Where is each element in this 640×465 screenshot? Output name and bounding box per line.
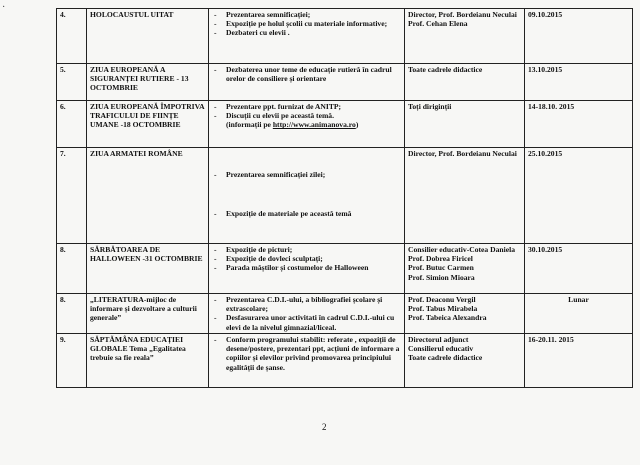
responsible-cell bbox=[405, 101, 525, 148]
activity-title: HOLOCAUSTUL UITAT bbox=[87, 9, 209, 64]
date-cell: 25.10.2015 bbox=[525, 148, 633, 244]
activity-title: ZIUA ARMATEI ROMÂNE bbox=[87, 148, 209, 244]
activity-title: ZIUA EUROPEANĂ A SIGURANȚEI RUTIERE - 13 OCTOMBRIE bbox=[87, 64, 209, 101]
responsible-cell bbox=[405, 9, 525, 64]
activity-list bbox=[209, 64, 405, 101]
activity-item: - Discuții cu elevii pe această temă. bbox=[226, 111, 401, 120]
activity-list bbox=[209, 294, 405, 334]
scan-margin-mark: · bbox=[2, 2, 6, 13]
row-number: 9. bbox=[57, 334, 87, 388]
table-row bbox=[57, 64, 633, 101]
date-cell: 09.10.2015 bbox=[525, 9, 633, 64]
date-cell: 30.10.2015 bbox=[525, 244, 633, 294]
info-link[interactable]: http://www.animanova.ro bbox=[272, 120, 356, 130]
activity-list bbox=[209, 101, 405, 148]
date-cell: 14-18.10. 2015 bbox=[525, 101, 633, 148]
responsible-cell bbox=[405, 244, 525, 294]
activity-item: - Desfasurarea unor activitati în cadrul C.D.I.-ului cu elevi de la nivelul gimnazial/liceal. bbox=[226, 313, 401, 331]
date-cell: Lunar bbox=[525, 294, 633, 334]
row-number: 6. bbox=[57, 101, 87, 148]
responsible-cell bbox=[405, 148, 525, 244]
activity-item: - Prezentare ppt. furnizat de ANITP; bbox=[226, 102, 401, 111]
row-number: 4. bbox=[57, 9, 87, 64]
responsible-person: Toți diriginții bbox=[408, 102, 452, 111]
responsible-person: Prof. Dobrea Firicel bbox=[408, 254, 473, 264]
responsible-cell bbox=[405, 64, 525, 101]
responsible-person: Directorul adjunct bbox=[408, 335, 469, 344]
activity-title: SĂRBĂTOAREA DE HALLOWEEN -31 OCTOMBRIE bbox=[87, 244, 209, 294]
table-row bbox=[57, 244, 633, 294]
info-prefix: (informații pe bbox=[226, 120, 273, 130]
activity-item: - Prezentarea semnificației; bbox=[226, 10, 401, 19]
activity-item: - Prezentarea semnificației zilei; bbox=[226, 170, 401, 179]
responsible-person: Prof. Tabeica Alexandra bbox=[408, 313, 487, 323]
row-number: 8. bbox=[57, 294, 87, 334]
activity-item: - Prezentarea C.D.I.-ului, a bibliografiei școlare și extrascolare; bbox=[226, 295, 401, 313]
table-row bbox=[57, 294, 633, 334]
responsible-cell bbox=[405, 334, 525, 388]
date-cell: 16-20.11. 2015 bbox=[525, 334, 633, 388]
responsible-cell bbox=[405, 294, 525, 334]
table-row bbox=[57, 334, 633, 388]
responsible-person: Prof. Butuc Carmen bbox=[408, 263, 474, 273]
activity-list bbox=[209, 9, 405, 64]
responsible-person: Director, Prof. Bordeianu Neculai bbox=[408, 149, 517, 158]
activity-item: - Conform programului stabilit: referate , expoziții de desene/postere, prezentari ppt, acțiuni de informare a copiilor și elevilor privind promovarea principiului egalității de șanse. bbox=[226, 335, 401, 372]
activity-item: - Dezbaterea unor teme de educație rutieră în cadrul orelor de consiliere și orientare bbox=[226, 65, 401, 83]
activity-item: - Expoziție de materiale pe această temă bbox=[226, 209, 401, 218]
row-number: 5. bbox=[57, 64, 87, 101]
responsible-person: Toate cadrele didactice bbox=[408, 353, 483, 363]
table-row bbox=[57, 148, 633, 244]
responsible-person: Director, Prof. Bordeianu Neculai bbox=[408, 10, 517, 19]
row-number: 8. bbox=[57, 244, 87, 294]
activity-item: - Expoziție de picturi; bbox=[226, 245, 401, 254]
row-number: 7. bbox=[57, 148, 87, 244]
responsible-person: Consilier educativ-Cotea Daniela bbox=[408, 245, 516, 254]
responsible-person: Prof. Simion Mioara bbox=[408, 272, 475, 282]
responsible-person: Prof. Deaconu Vergil bbox=[408, 295, 476, 304]
activity-item: - Expoziție pe holul școlii cu materiale informative; bbox=[226, 19, 401, 28]
activity-title: „LITERATURA-mijloc de informare și dezvoltare a culturii generale” bbox=[87, 294, 209, 334]
activity-table bbox=[56, 8, 633, 388]
activity-item: - Dezbateri cu elevii . bbox=[226, 28, 401, 37]
info-suffix: ) bbox=[355, 120, 359, 130]
responsible-person: Consilierul educativ bbox=[408, 344, 474, 354]
responsible-person: Toate cadrele didactice bbox=[408, 65, 483, 74]
date-cell: 13.10.2015 bbox=[525, 64, 633, 101]
info-note bbox=[212, 120, 401, 129]
responsible-person: Prof. Cehan Elena bbox=[408, 19, 468, 29]
activity-title: ZIUA EUROPEANĂ ÎMPOTRIVA TRAFICULUI DE FIINȚE UMANE -18 OCTOMBRIE bbox=[87, 101, 209, 148]
activity-item: - Parada măștilor și costumelor de Halloween bbox=[226, 263, 401, 272]
activity-list bbox=[209, 334, 405, 388]
responsible-person: Prof. Tabus Mirabela bbox=[408, 304, 478, 314]
table-row bbox=[57, 9, 633, 64]
table-row bbox=[57, 101, 633, 148]
page-number: 2 bbox=[322, 422, 327, 432]
activity-title: SĂPTĂMÂNA EDUCAȚIEI GLOBALE Tema „Egalitatea trebuie sa fie reala” bbox=[87, 334, 209, 388]
activity-item: - Expoziție de dovleci sculptați; bbox=[226, 254, 401, 263]
activity-list bbox=[209, 148, 405, 244]
activity-list bbox=[209, 244, 405, 294]
